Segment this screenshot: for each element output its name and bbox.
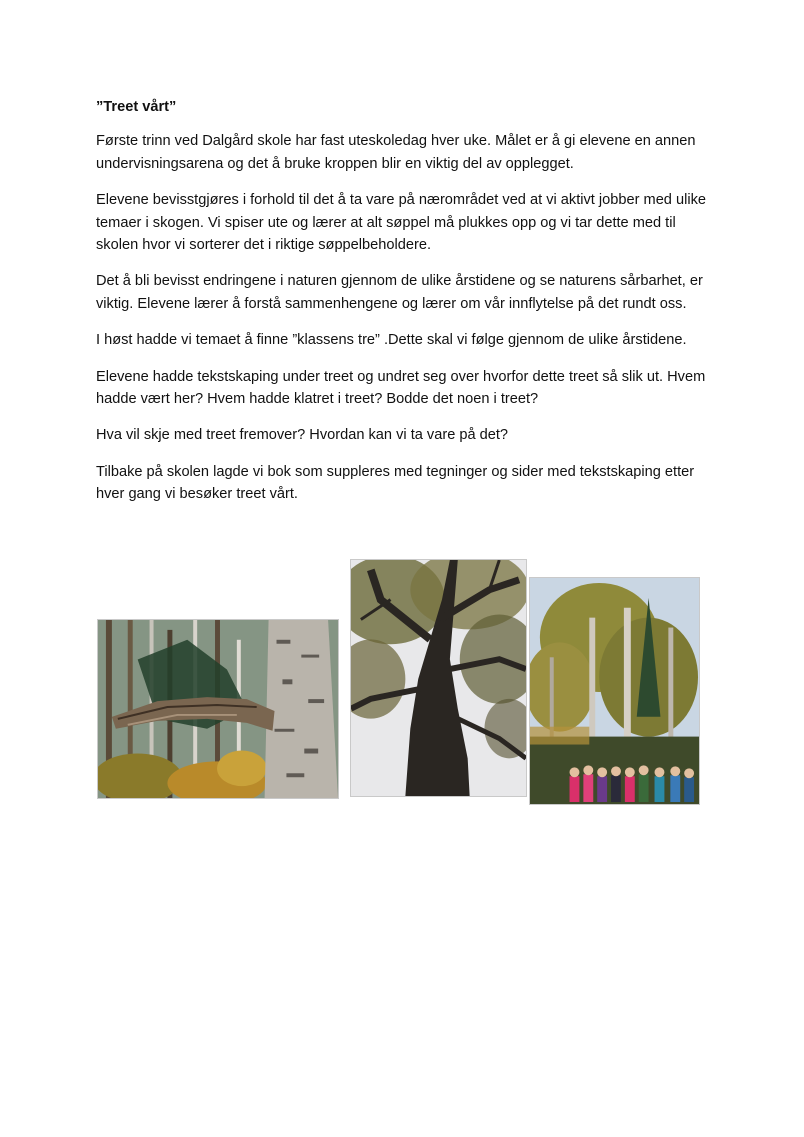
tree-silhouette-photo	[350, 559, 527, 797]
paragraph-5: Elevene hadde tekstskaping under treet og undret seg over hvorfor dette treet så slik ut. Hvem hadde vært her? Hvem hadde klatret i treet? Bodde det noen i treet?	[96, 368, 706, 408]
paragraph-3: Det å bli bevisst endringene i naturen gjennom de ulike årstidene og se naturens sårbarhet, er viktig. Elevene lærer å forstå sammenhengene og lærer om vår innflytelse på det rundt oss.	[96, 273, 703, 312]
document-title: ”Treet vårt”	[96, 99, 177, 115]
broken-branch-photo	[97, 619, 339, 799]
document-body	[96, 96, 716, 520]
paragraph-1: Første trinn ved Dalgård skole har fast uteskoledag hver uke. Målet er å gi elevene en annen undervisningsarena og det å bruke kroppen blir en viktig del av opplegget.	[96, 133, 696, 172]
paragraph-6: Hva vil skje med treet fremover? Hvordan kan vi ta vare på det?	[96, 427, 509, 444]
paragraph-7: Tilbake på skolen lagde vi bok som suppleres med tegninger og sider med tekstskaping etter hver gang vi besøker treet vårt.	[96, 463, 695, 503]
paragraph-2: Elevene bevisstgjøres i forhold til det å ta vare på nærområdet ved at vi aktivt jobber med ulike temaer i skogen. Vi spiser ute og lærer at alt søppel må plukkes opp og vi tar dette med til skolen hvor vi sorterer det i riktige søppelbeholdere.	[96, 192, 706, 254]
class-under-tree-photo	[529, 577, 700, 805]
paragraph-4: I høst hadde vi temaet å finne ”klassens tre” .Dette skal vi følge gjennom de ulike årstidene.	[96, 332, 687, 349]
